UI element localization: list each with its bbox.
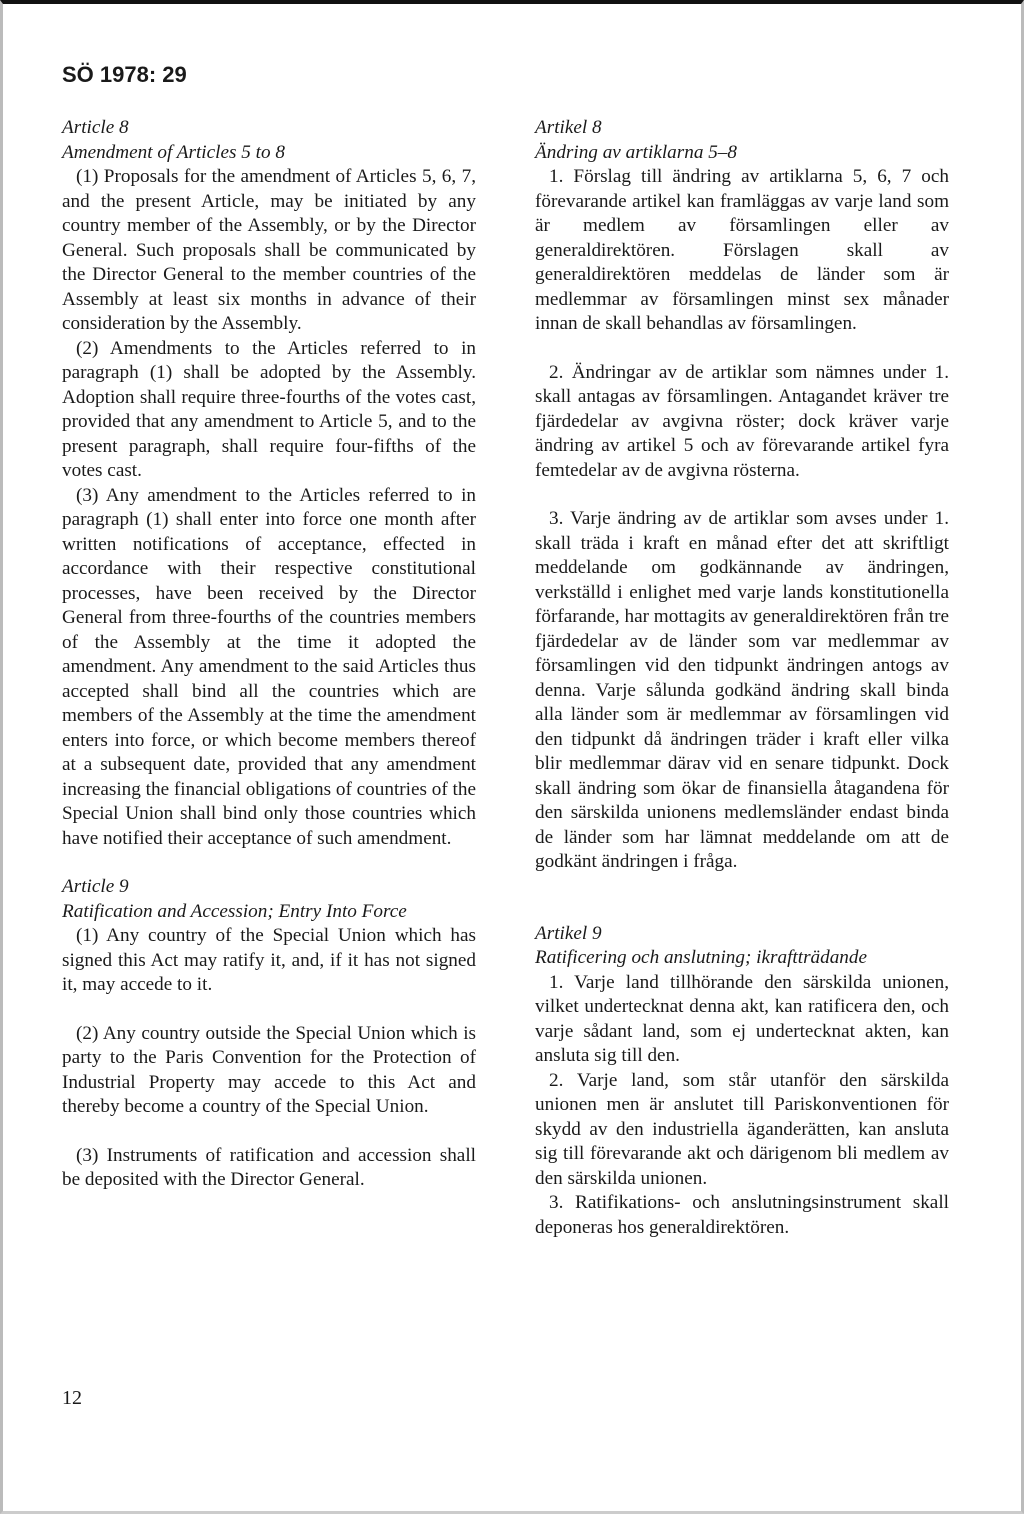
article-9-paragraph-1: (1) Any country of the Special Union which has signed this Act may ratify it, and, if it has not signed it, may accede to it. <box>62 925 476 995</box>
artikel-9-paragraph-3: 3. Ratifikations- och anslutningsinstrument skall deponeras hos generaldirektören. <box>535 1192 949 1238</box>
article-9-paragraph-2: (2) Any country outside the Special Union which is party to the Paris Convention for the Protection of Industrial Property may accede to this Act and thereby become a country of the Special Union. <box>62 1022 476 1117</box>
article-8-paragraph-2: (2) Amendments to the Articles referred to in paragraph (1) shall be adopted by the Assembly. Adoption shall require three-fourths of the votes cast, provided that any amendment to Article 5, and to the present paragraph, shall require four-fifths of the votes cast. <box>62 337 476 481</box>
artikel-8-subtitle: Ändring av artiklarna 5–8 <box>535 141 737 163</box>
paragraph-spacer <box>62 998 476 1022</box>
artikel-9-paragraph-2: 2. Varje land, som står utanför den särskilda unionen men är anslutet till Pariskonventionen för skydd av den industriella äganderätten, kan ansluta sig till förevarande akt och därigenom bli medlem av den särskilda unionen. <box>535 1069 949 1189</box>
article-9-title: Article 9 <box>62 876 129 897</box>
artikel-8-paragraph-1: 1. Förslag till ändring av artiklarna 5, 6, 7 och förevarande artikel kan framläggas av varje land som är medlem av församlingen eller av generaldirektören. Förslagen skall av generaldirektören meddelas de länder som är medlemmar av församlingen minst sex månader innan de skall behandlas av församlingen. <box>535 166 949 334</box>
artikel-9-paragraph-1: 1. Varje land tillhörande den särskilda unionen, vilket undertecknat denna akt, kan ratificera den, och varje sådant land, som ej undertecknat akten, kan ansluta sig till den. <box>535 971 949 1066</box>
article-8-subtitle: Amendment of Articles 5 to 8 <box>62 141 285 163</box>
paragraph-spacer <box>535 483 949 507</box>
paragraph-spacer <box>535 337 949 361</box>
article-9-paragraph-3: (3) Instruments of ratification and accession shall be deposited with the Director General. <box>62 1144 476 1190</box>
document-reference: SÖ 1978: 29 <box>62 62 187 87</box>
artikel-9-subtitle: Ratificering och anslutning; ikraftträdande <box>535 947 868 968</box>
paragraph-spacer <box>62 1120 476 1144</box>
artikel-9-title: Artikel 9 <box>535 922 602 944</box>
article-8-paragraph-1: (1) Proposals for the amendment of Articles 5, 6, 7, and the present Article, may be initiated by any country member of the Assembly, or by the Director General. Such proposals shall be communicated by the Director General to the member countries of the Assembly at least six months in advance of their consideration by the Assembly. <box>62 166 476 334</box>
artikel-8-title: Artikel 8 <box>535 117 602 138</box>
section-spacer <box>535 875 949 922</box>
english-column <box>62 116 476 1193</box>
article-8-title: Article 8 <box>62 117 129 138</box>
section-spacer <box>62 851 476 875</box>
article-9-subtitle: Ratification and Accession; Entry Into Force <box>62 900 407 922</box>
article-8-paragraph-3: (3) Any amendment to the Articles referred to in paragraph (1) shall enter into force one month after written notifications of acceptance, effected in accordance with their respective constitutional processes, have been received by the Director General from three-fourths of the countries members of the Assembly at the time it adopted the amendment. Any amendment to the said Articles thus accepted shall bind all the countries which are members of the Assembly at the time the amendment enters into force, or which become members thereof at a subsequent date, provided that any amendment increasing the financial obligations of countries of the Special Union shall bind only those countries which have notified their acceptance of such amendment. <box>62 484 477 849</box>
page-number: 12 <box>62 1387 82 1409</box>
artikel-8-paragraph-2: 2. Ändringar av de artiklar som nämnes under 1. skall antagas av församlingen. Antagandet kräver tre fjärdedelar av avgivna röster; dock kräver varje ändring av artikel 5 och av förevarande artikel fyra femtedelar av de avgivna rösterna. <box>535 361 949 481</box>
swedish-column <box>535 116 949 1240</box>
artikel-8-paragraph-3: 3. Varje ändring av de artiklar som avses under 1. skall träda i kraft en månad efter det att skriftligt meddelande om godkännande av ändringen, verkställd i enlighet med varje lands konstitutionella förfarande, har mottagits av generaldirektören från tre fjärdedelar av de länder som var medlemmar av församlingen vid den tidpunkt ändringen antogs av denna. Varje sålunda godkänd ändring skall binda alla länder som är medlemmar av församlingen vid den tidpunkt då ändringen träder i kraft eller vilka blir medlemmar därav vid en senare tidpunkt. Dock skall ändring som ökar de finansiella åtagandena för den särskilda unionens medlemsländer endast binda de länder som har lämnat meddelande om att de godkänt ändringen i fråga. <box>535 508 949 872</box>
